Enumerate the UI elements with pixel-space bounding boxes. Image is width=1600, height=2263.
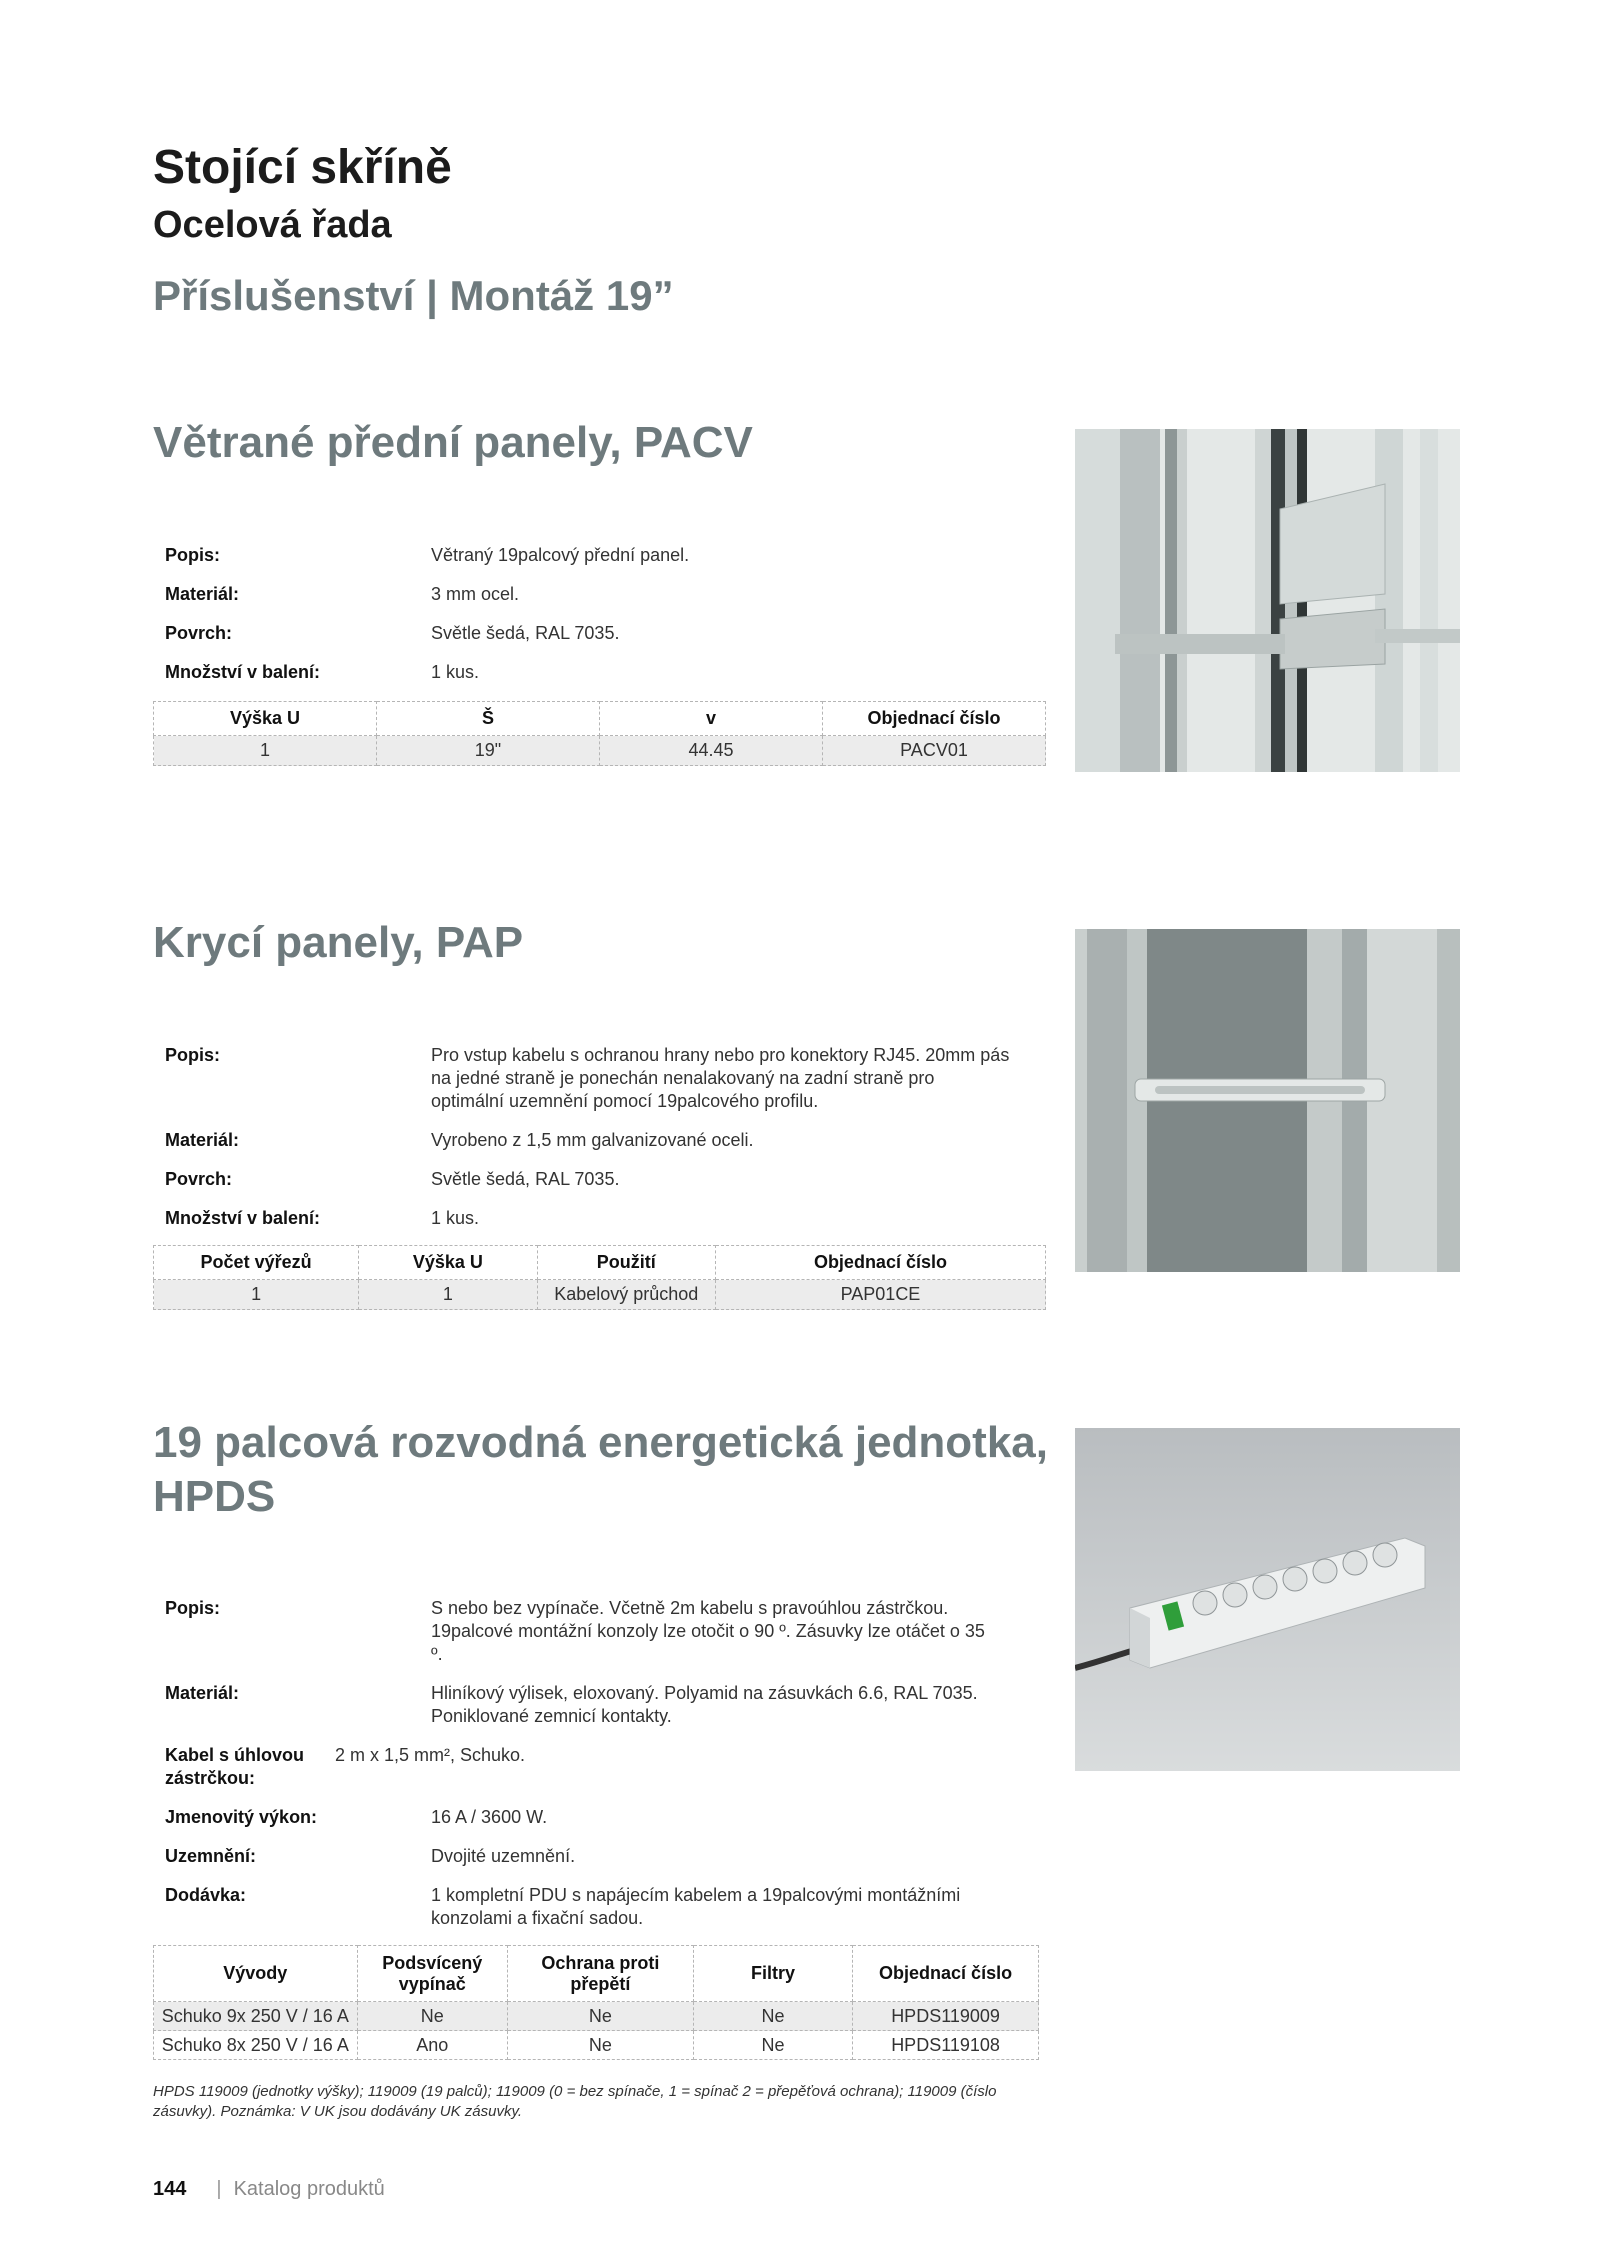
table-header: Objednací číslo (853, 1946, 1039, 2002)
spec-label: Povrch: (165, 623, 233, 643)
section-title-pacv: Větrané přední panely, PACV (153, 418, 753, 467)
table-cell: Ne (507, 2002, 693, 2031)
spec-row (165, 661, 1045, 684)
spec-value: S nebo bez vypínače. Včetně 2m kabelu s pravoúhlou zástrčkou. 19palcové montážní konzoly lze otočit o 90 º. Zásuvky lze otáčet o 35 º. (431, 1598, 985, 1664)
spec-row (165, 1597, 1045, 1666)
page-number: 144 (153, 2178, 187, 2200)
table-header: Ochrana proti přepětí (507, 1946, 693, 2002)
table-header: Počet výřezů (154, 1246, 359, 1280)
table-header: Š (377, 702, 600, 736)
spec-label: Kabel s úhlovou zástrčkou: (165, 1745, 305, 1788)
spec-row (165, 1884, 1045, 1930)
spec-list-hpds (165, 1597, 1045, 1946)
table-row (154, 2031, 1039, 2060)
product-table-pacv (153, 701, 1046, 766)
spec-label: Popis: (165, 1598, 221, 1618)
table-cell: 44.45 (600, 736, 823, 766)
table-header-row (154, 1946, 1039, 2002)
spec-row (165, 1168, 1045, 1191)
table-cell: HPDS119009 (853, 2002, 1039, 2031)
spec-value: Větraný 19palcový přední panel. (431, 545, 690, 565)
spec-label: Popis: (165, 545, 221, 565)
product-photo-pap (1075, 929, 1460, 1272)
footer-separator: | (216, 2178, 222, 2200)
catalog-label: Katalog produktů (233, 2178, 385, 2200)
spec-value: 16 A / 3600 W. (431, 1807, 548, 1827)
table-header: Objednací číslo (715, 1246, 1045, 1280)
page-title: Stojící skříně (153, 141, 452, 194)
spec-row (165, 1682, 1045, 1728)
spec-label: Povrch: (165, 1169, 233, 1189)
page-footer (153, 2178, 385, 2201)
spec-row (165, 544, 1045, 567)
table-header: Výška U (359, 1246, 537, 1280)
table-header-row (154, 702, 1046, 736)
table-cell: Ne (357, 2002, 507, 2031)
footnote: HPDS 119009 (jednotky výšky); 119009 (19 palců); 119009 (0 = bez spínače, 1 = spínač 2 = přepěťová ochrana); 119009 (číslo zásuvky). Poznámka: V UK jsou dodávány UK zásuvky. (153, 2083, 997, 2120)
table-header: Výška U (154, 702, 377, 736)
table-cell: Ano (357, 2031, 507, 2060)
table-cell: 1 (154, 736, 377, 766)
product-table-pap (153, 1245, 1046, 1310)
spec-value: Dvojité uzemnění. (431, 1846, 576, 1866)
spec-label: Množství v balení: (165, 1208, 321, 1228)
spec-value: 1 kompletní PDU s napájecím kabelem a 19palcovými montážními konzolami a fixační sadou. (431, 1885, 961, 1928)
spec-label: Množství v balení: (165, 662, 321, 682)
spec-value: 3 mm ocel. (431, 584, 520, 604)
table-cell: Kabelový průchod (537, 1280, 715, 1310)
page-subtitle: Ocelová řada (153, 204, 392, 246)
spec-value: Světle šedá, RAL 7035. (431, 1169, 620, 1189)
spec-row (165, 1845, 1045, 1868)
table-cell: Schuko 8x 250 V / 16 A (154, 2031, 358, 2060)
spec-row (165, 1806, 1045, 1829)
table-cell: Ne (693, 2002, 852, 2031)
table-cell: Ne (507, 2031, 693, 2060)
spec-row (165, 622, 1045, 645)
table-header: Objednací číslo (823, 702, 1046, 736)
table-header: Vývody (154, 1946, 358, 2002)
section-title-hpds: 19 palcová rozvodná energetická jednotka, HPDS (153, 1418, 1048, 1521)
page-category: Příslušenství | Montáž 19” (153, 272, 674, 319)
product-photo-hpds (1075, 1428, 1460, 1771)
spec-label: Uzemnění: (165, 1846, 257, 1866)
table-row (154, 736, 1046, 766)
spec-row (165, 1207, 1045, 1230)
spec-value: Vyrobeno z 1,5 mm galvanizované oceli. (431, 1130, 754, 1150)
spec-value: Světle šedá, RAL 7035. (431, 623, 620, 643)
spec-row (165, 583, 1045, 606)
spec-row (165, 1129, 1045, 1152)
spec-value: 2 m x 1,5 mm², Schuko. (335, 1745, 526, 1765)
spec-list-pacv (165, 544, 1045, 700)
spec-label: Jmenovitý výkon: (165, 1807, 318, 1827)
table-cell: 1 (154, 1280, 359, 1310)
spec-label: Materiál: (165, 1130, 240, 1150)
spec-row (165, 1744, 1045, 1790)
spec-value: 1 kus. (431, 1208, 480, 1228)
spec-label: Materiál: (165, 1683, 240, 1703)
spec-value: 1 kus. (431, 662, 480, 682)
table-header: Filtry (693, 1946, 852, 2002)
table-cell: Ne (693, 2031, 852, 2060)
table-row (154, 1280, 1046, 1310)
product-table-hpds (153, 1945, 1039, 2060)
table-cell: 1 (359, 1280, 537, 1310)
table-header: Použití (537, 1246, 715, 1280)
spec-value: Pro vstup kabelu s ochranou hrany nebo pro konektory RJ45. 20mm pás na jedné straně je ponechán nenalakovaný na zadní straně pro optimální uzemnění pomocí 19palcového profilu. (431, 1045, 1010, 1111)
table-header: Podsvícený vypínač (357, 1946, 507, 2002)
spec-label: Dodávka: (165, 1885, 247, 1905)
table-cell: Schuko 9x 250 V / 16 A (154, 2002, 358, 2031)
section-title-pap: Krycí panely, PAP (153, 918, 524, 967)
spec-label: Popis: (165, 1045, 221, 1065)
spec-list-pap (165, 1044, 1045, 1246)
table-row (154, 2002, 1039, 2031)
product-photo-pacv (1075, 429, 1460, 772)
table-cell: PAP01CE (715, 1280, 1045, 1310)
spec-value: Hliníkový výlisek, eloxovaný. Polyamid na zásuvkách 6.6, RAL 7035. Poniklované zemnicí kontakty. (431, 1683, 978, 1726)
table-cell: PACV01 (823, 736, 1046, 766)
table-cell: 19" (377, 736, 600, 766)
spec-label: Materiál: (165, 584, 240, 604)
table-header: v (600, 702, 823, 736)
spec-row (165, 1044, 1045, 1113)
table-header-row (154, 1246, 1046, 1280)
table-cell: HPDS119108 (853, 2031, 1039, 2060)
